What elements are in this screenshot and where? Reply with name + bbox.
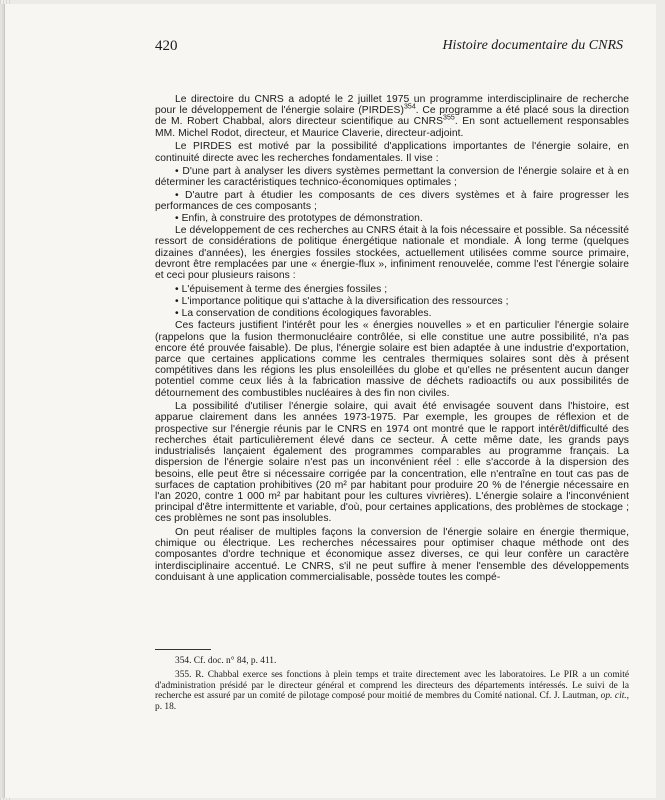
bullet-item: • Enfin, à construire des prototypes de démonstration.: [175, 213, 423, 225]
bullet-item: • L'importance politique qui s'attache à la diversification des ressources ;: [175, 295, 509, 307]
page-number: 420: [155, 38, 178, 54]
paragraph-6: On peut réaliser de multiples façons la conversion de l'énergie solaire en énergie thermique, chimique ou électrique. Les recherches nécessaires pour optimiser chaque méthode ont des composantes d'ordre technique et économique assez diverses, ce qui leur confère un caractère interdisciplinaire accentué. Le CNRS, s'il ne peut suffire à mener l'ensemble des développements conduisant à une application commercialisable, possède toutes les compé-: [155, 527, 629, 583]
bullet-item: • D'autre part à étudier les composants de ces divers systèmes et à faire progresser les performances de ces composants ;: [155, 189, 629, 212]
bullet-item: • La conservation de conditions écologiques favorables.: [175, 308, 432, 320]
paragraph-4: Ces facteurs justifient l'intérêt pour les « énergies nouvelles » et en particulier l'énergie solaire (rappelons que la fusion thermonucléaire contrôlée, si elle constitue une autre possibilité, n'a pas encore été prouvée faisable). De plus, l'énergie solaire est bien adaptée à une industrie d'exportation, parce que certaines applications comme les centrales thermiques solaires sont dès à présent compétitives dans les régions les plus ensoleillées du globe et qu'elles ne présentent aucun danger potentiel comme ceux liés à la fabrication massive de déchets radioactifs ou aux possibilités de détournement des combustibles nucléaires à des fin non civiles.: [155, 320, 629, 399]
bullet-item: • D'une part à analyser les divers systèmes permettant la conversion de l'énergie solaire et à en déterminer les caractéristiques technico-économiques optimales ;: [155, 166, 629, 189]
footnote-355: 355. R. Chabbal exerce ses fonctions à plein temps et traite directement avec les laboratoires. Le PIR a un comité d'administration présidé par le directeur général et comprend les directeurs des départements intéressés. Le suivi de la recherche est assuré par un comité de pilotage composé pour moitié de membres du Comité national. Cf. J. Lautman, op. cit., p. 18.: [155, 669, 629, 713]
paragraph-3: Le développement de ces recherches au CNRS était à la fois nécessaire et possible. Sa nécessité ressort de considérations de politique énergétique nationale et mondiale. À long terme (quelques dizaines d'années), les énergies fossiles stockées, actuellement utilisées comme source primaire, devront être remplacées par une « énergie-flux », infiniment renouvelée, comme l'est l'énergie solaire et ceci pour plusieurs raisons :: [155, 225, 629, 282]
footnote-separator: [155, 649, 211, 650]
paragraph-1: Le directoire du CNRS a adopté le 2 juillet 1975 un programme interdisciplinaire de recherche pour le développement de l'énergie solaire (PIRDES)$^{354}$. Ce programme a été placé sous la direction de M. Robert Chabbal, alors directeur scientifique au CNRS$^{355}$. En sont actuellement responsables MM. Michel Rodot, directeur, et Maurice Claverie, directeur-adjoint.: [155, 94, 629, 139]
body-text: [155, 94, 629, 586]
running-title: Histoire documentaire du CNRS: [442, 38, 623, 53]
footnote-ref-354[interactable]: 354: [403, 103, 416, 111]
paragraph-5: La possibilité d'utiliser l'énergie solaire, qui avait été envisagée souvent dans l'histoire, est apparue clairement dans les années 1973-1975. Par exemple, les groupes de réflexion et de prospective sur l'énergie réunis par le CNRS en 1974 ont montré que le rapport intérêt/difficulté des recherches était particulièrement élevé dans ce secteur. À cette même date, les grands pays industrialisés lançaient également des programmes comparables au programme français. La dispersion de l'énergie solaire n'est pas un inconvénient réel : elle s'accorde à la dispersion des besoins, elle peut être si nécessaire corrigée par la concentration, elle n'entraîne en tout cas pas de surfaces de captation prohibitives (20 m² par habitant pour produire 20 % de l'énergie nécessaire en l'an 2020, contre 1 000 m² par habitant pour les cultures vivrières). L'énergie solaire a l'inconvénient principal d'être intermittente et variable, d'où, pour certaines applications, des problèmes de stockage ; ces problèmes ne sont pas insolubles.: [155, 401, 629, 525]
footnotes: [155, 656, 629, 716]
footnote-ref-355[interactable]: 355: [443, 114, 455, 122]
paragraph-2: Le PIRDES est motivé par la possibilité d'applications importantes de l'énergie solaire, en continuité directe avec les recherches fondamentales. Il vise :: [155, 141, 629, 164]
page-header: [155, 38, 623, 60]
bullet-item: • L'épuisement à terme des énergies fossiles ;: [175, 283, 388, 295]
footnote-354: 354. Cf. doc. n° 84, p. 411.: [175, 656, 277, 666]
